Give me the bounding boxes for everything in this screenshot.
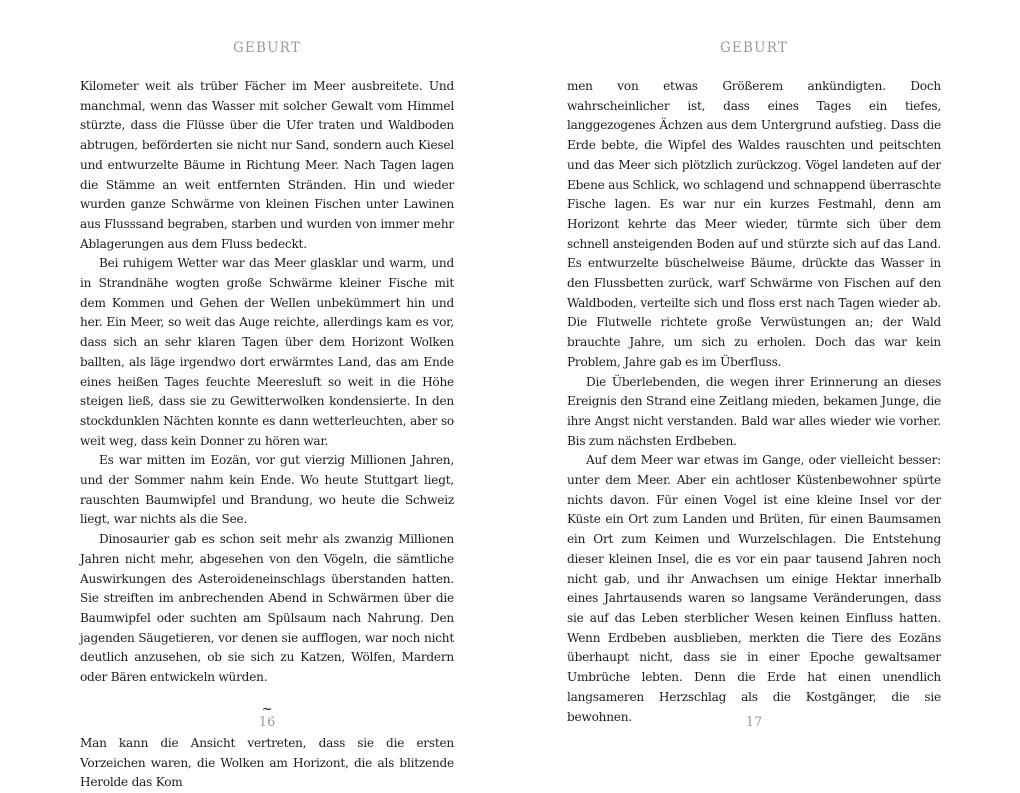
page-number-right: 17	[745, 715, 763, 730]
paragraph: Dinosaurier gab es schon seit mehr als zwanzig Millionen Jahren nicht mehr, abgesehen von den Vögeln, die sämtliche Auswirkungen des Asteroideneinschlags überstanden hatten. Sie streiften im anbrechenden Abend in Schwärmen über die Baumwipfel oder suchten am Spülsaum nach Nahrung. Den jagenden Säugetieren, vor denen sie aufflogen, war noch nicht deutlich anzusehen, ob sie sich zu Katzen, Wölfen, Mardern oder Bären entwickeln würden.	[80, 532, 454, 685]
right-page-body	[567, 77, 941, 727]
right-page	[567, 0, 941, 788]
paragraph: Man kann die Ansicht vertreten, dass sie die ersten Vorzeichen waren, die Wolken am Horizont, die als blitzende Herolde das Kom	[80, 735, 454, 790]
paragraph: Bei ruhigem Wetter war das Meer glasklar und warm, und in Strandnähe wogten große Schwärme kleiner Fische mit dem Kommen und Gehen der Wellen unbekümmert hin und her. Ein Meer, so weit das Auge reichte, allerdings kam es vor, dass sich an sehr klaren Tagen über dem Horizont Wolken ballten, als läge irgendwo dort erwärmtes Land, das am Ende eines heißen Tages feuchte Meeresluft so weit in die Höhe steigen ließ, dass sie zu Gewitterwolken kondensierte. In den stockdunklen Nächten konnte es dann wetterleuchten, aber so weit weg, dass kein Donner zu hören war.	[80, 256, 454, 448]
running-head-right: GEBURT	[719, 40, 789, 56]
page-number-left: 16	[258, 715, 276, 730]
left-page	[80, 0, 454, 788]
running-head-left: GEBURT	[232, 40, 302, 56]
paragraph: Die Überlebenden, die wegen ihrer Erinnerung an dieses Ereignis den Strand eine Zeitlang mieden, bekamen Junge, die ihre Angst nicht verstanden. Bald war alles wieder wie vorher. Bis zum nächsten Erdbeben.	[567, 374, 941, 448]
paragraph: Es war mitten im Eozän, vor gut vierzig Millionen Jahren, und der Sommer nahm kein Ende. Wo heute Stuttgart liegt, rauschten Baumwipfel und Brandung, wo heute die Schweiz liegt, war nichts als die See.	[80, 453, 454, 527]
paragraph: Auf dem Meer war etwas im Gange, oder vielleicht besser: unter dem Meer. Aber ein achtloser Küstenbewohner spürte nichts davon. Für einen Vogel ist eine kleine Insel vor der Küste ein Ort zum Landen und Brüten, für einen Baumsamen ein Ort zum Keimen und Wurzelschlagen. Die Entstehung dieser kleinen Insel, die es vor ein paar tausend Jahren noch nicht gab, und ihr Anwachsen um einige Hektar innerhalb eines Jahrtausends waren so langsame Veränderungen, dass sie auf das Leben sterblicher Wesen keinen Einfluss hatten. Wenn Erdbeben ausblieben, merkten die Tiere des Eozäns überhaupt nicht, dass sie in einer Epoche gewaltsamer Umbrüche lebten. Denn die Erde hat einen unendlich langsameren Herzschlag als die Kostgänger, die sie bewohnen.	[567, 453, 941, 724]
paragraph: Kilometer weit als trüber Fächer im Meer ausbreitete. Und manchmal, wenn das Wasser mit solcher Gewalt vom Himmel stürzte, dass die Flüsse über die Ufer traten und Waldboden abtrugen, beförderten sie nicht nur Sand, sondern auch Kiesel und entwurzelte Bäume in Richtung Meer. Nach Tagen lagen die Stämme an weit entfernten Stränden. Hin und wieder wurden ganze Schwärme von kleinen Fischen unter Lawinen aus Flusssand begraben, starben und wurden von immer mehr Ablagerungen aus dem Fluss bedeckt.	[80, 79, 454, 251]
left-page-body	[80, 77, 454, 793]
section-separator: ~	[261, 701, 273, 717]
paragraph: men von etwas Größerem ankündigten. Doch wahrscheinlicher ist, dass eines Tages ein tiefes, langgezogenes Ächzen aus dem Untergrund aufstieg. Dass die Erde bebte, die Wipfel des Waldes rauschten und peitschten und das Meer sich plötzlich zurückzog. Vögel landeten auf der Ebene aus Schlick, wo schlagend und schnappend überraschte Fische lagen. Es war nur ein kurzes Festmahl, denn am Horizont kehrte das Meer wieder, türmte sich über dem schnell ansteigenden Boden auf und stürzte sich auf das Land. Es entwurzelte büschelweise Bäume, drückte das Wasser in den Flussbetten zurück, warf Schwärme von Fischen auf den Waldboden, verteilte sich und floss erst nach Tagen wieder ab. Die Flutwelle richtete große Verwüstungen an; der Wald brauchte Jahre, um sich zu erholen. Doch das war kein Problem, Jahre gab es im Überfluss.	[567, 79, 941, 369]
